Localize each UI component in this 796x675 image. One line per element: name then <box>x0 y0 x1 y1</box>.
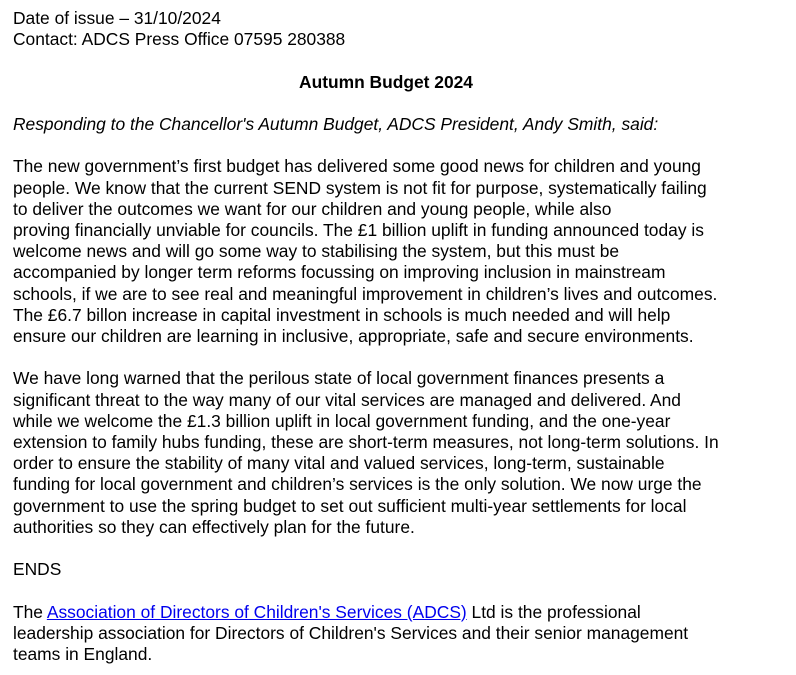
paragraph-line: government to use the spring budget to set out sufficient multi-year settlements for local <box>13 495 687 516</box>
adcs-link[interactable]: Association of Directors of Children's Services (ADCS) <box>46 601 467 622</box>
about-prefix: The <box>13 601 47 622</box>
paragraph-line: extension to family hubs funding, these are short-term measures, not long-term solutions. In <box>13 432 719 452</box>
ends-marker: ENDS <box>13 559 62 580</box>
document-title: Autumn Budget 2024 <box>299 71 473 92</box>
about-line-2: leadership association for Directors of Children's Services and their senior management <box>13 622 689 643</box>
paragraph-line: welcome news and will go some way to stabilising the system, but this must be <box>13 241 620 262</box>
paragraph-line: schools, if we are to see real and meaningful improvement in children’s lives and outcomes. <box>13 283 718 304</box>
paragraph-line: people. We know that the current SEND system is not fit for purpose, systematically failing <box>13 177 707 198</box>
paragraph-line: The £6.7 billon increase in capital investment in schools is much needed and will help <box>13 304 671 325</box>
about-line-1 <box>13 602 783 623</box>
paragraph-line: proving financially unviable for councils. The £1 billion uplift in funding announced today is <box>13 219 704 240</box>
spacer <box>13 135 783 156</box>
paragraph-line: while we welcome the £1.3 billion uplift in local government funding, and the one-year <box>13 410 671 431</box>
spacer <box>13 93 783 114</box>
issue-date: Date of issue – 31/10/2024 <box>13 8 221 28</box>
paragraph-line: authorities so they can effectively plan for the future. <box>13 516 415 537</box>
spacer <box>13 347 783 368</box>
spacer <box>13 580 783 601</box>
press-contact: Contact: ADCS Press Office 07595 280388 <box>13 29 346 50</box>
paragraph-line: to deliver the outcomes we want for our children and young people, while also <box>13 198 612 219</box>
paragraph-line: The new government’s first budget has delivered some good news for children and young <box>13 156 701 177</box>
paragraph-send-funding <box>13 156 783 347</box>
paragraph-local-government <box>13 368 783 538</box>
spacer <box>13 538 783 559</box>
header-block <box>13 8 783 50</box>
paragraph-line: significant threat to the way many of our vital services are managed and delivered. And <box>13 389 681 410</box>
about-adcs <box>13 602 783 666</box>
intro-statement: Responding to the Chancellor's Autumn Budget, ADCS President, Andy Smith, said: <box>13 113 659 134</box>
paragraph-line: order to ensure the stability of many vital and valued services, long-term, sustainable <box>13 453 665 474</box>
press-release <box>13 8 783 665</box>
about-line-3: teams in England. <box>13 644 153 664</box>
paragraph-line: ensure our children are learning in inclusive, appropriate, safe and secure environments. <box>13 326 694 346</box>
about-suffix: Ltd is the professional <box>466 601 641 622</box>
spacer <box>13 50 783 71</box>
paragraph-line: funding for local government and children’s services is the only solution. We now urge the <box>13 474 702 495</box>
paragraph-line: We have long warned that the perilous state of local government finances presents a <box>13 368 665 389</box>
paragraph-line: accompanied by longer term reforms focussing on improving inclusion in mainstream <box>13 262 666 283</box>
